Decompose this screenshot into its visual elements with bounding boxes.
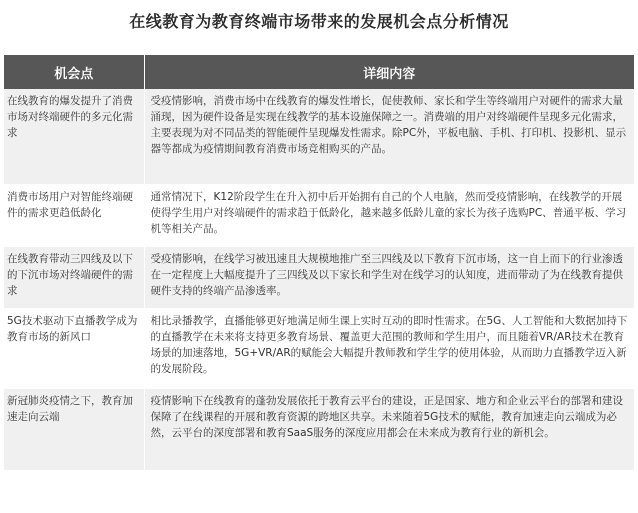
- detail-cell: 受疫情影响，在线学习被迅速且大规模地推广至三四线及以下教育下沉市场，这一自上而下的行业渗透在一定程度上大幅度提升了三四线及以下家长和学生对在线学习的认知度，进而带动了为在线教育提供硬件支持的终端产品渗透率。: [144, 246, 634, 308]
- opportunity-cell: 新冠肺炎疫情之下，教育加速走向云端: [4, 388, 144, 470]
- page-title: 在线教育为教育终端市场带来的发展机会点分析情况: [129, 12, 509, 31]
- table-row: [4, 246, 634, 308]
- opportunity-cell: 5G技术驱动下直播教学成为教育市场的新风口: [4, 308, 144, 388]
- opportunity-cell: 在线教育带动三四线及以下的下沉市场对终端硬件的需求: [4, 246, 144, 308]
- detail-cell: 疫情影响下在线教育的蓬勃发展依托于教育云平台的建设，正是国家、地方和企业云平台的部署和建设保障了在线课程的开展和教育资源的跨地区共享。未来随着5G技术的赋能，教育加速走向云端成为必然，云平台的深度部署和教育SaaS服务的深度应用都会在未来成为教育行业的新机会。: [144, 388, 634, 470]
- opportunity-table: [4, 55, 634, 471]
- detail-cell: 受疫情影响，消费市场中在线教育的爆发性增长，促使教师、家长和学生等终端用户对硬件的需求大量涌现，因为硬件设备是实现在线教学的基本设施保障之一。消费端的用户对终端硬件呈现多元化需求，主要表现为对不同品类的智能硬件呈现爆发性需求。除PC外，平板电脑、手机、打印机、投影机、显示器等都成为疫情期间教育消费市场竞相购买的产品。: [144, 89, 634, 184]
- table-row: [4, 388, 634, 470]
- table-row: [4, 184, 634, 246]
- opportunity-cell: 消费市场用户对智能终端硬件的需求更趋低龄化: [4, 184, 144, 246]
- detail-cell: 通常情况下，K12阶段学生在升入初中后开始拥有自己的个人电脑，然而受疫情影响，在线教学的开展使得学生用户对终端硬件的需求趋于低龄化，越来越多低龄儿童的家长为孩子选购PC、普通平板、学习机等相关产品。: [144, 184, 634, 246]
- table-row: [4, 89, 634, 184]
- opportunity-cell: 在线教育的爆发提升了消费市场对终端硬件的多元化需求: [4, 89, 144, 184]
- table-header-row: [4, 55, 634, 89]
- header-opportunity: 机会点: [4, 55, 144, 89]
- detail-cell: 相比录播教学，直播能够更好地满足师生课上实时互动的即时性需求。在5G、人工智能和大数据加持下的直播教学在未来将支持更多教育场景、覆盖更大范围的教师和学生用户，而且随着VR/AR技术在教育场景的加速落地，5G+VR/AR的赋能会大幅提升教师教和学生学的使用体验，从而助力直播教学迈入新的发展阶段。: [144, 308, 634, 388]
- table-row: [4, 308, 634, 388]
- header-detail: 详细内容: [144, 55, 634, 89]
